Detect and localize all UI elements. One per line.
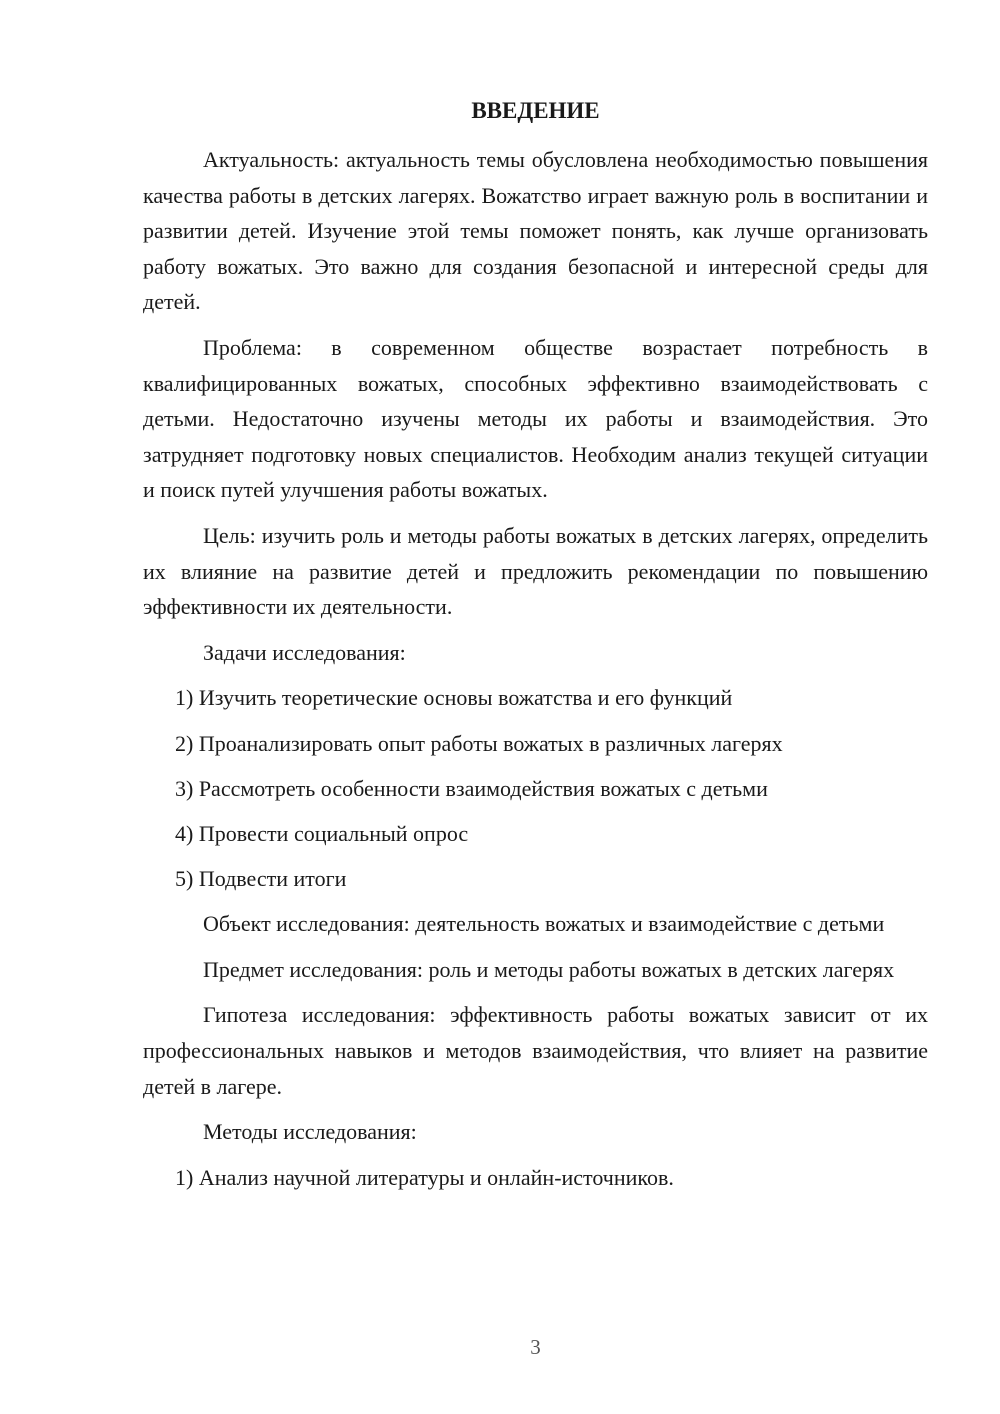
paragraph-problem: Проблема: в современном обществе возрастает потребность в квалифицированных вожатых, способных эффективно взаимодействовать с детьми. Недостаточно изучены методы их работы и взаимодействия. Это затрудняет подготовку новых специалистов. Необходим анализ текущей ситуации и поиск путей улучшения работы вожатых. — [143, 334, 928, 503]
paragraph-relevance: Актуальность: актуальность темы обусловлена необходимостью повышения качества работы в детских лагерях. Вожатство играет важную роль в воспитании и развитии детей. Изучение этой темы поможет понять, как лучше организовать работу вожатых. Это важно для создания безопасной и интересной среды для детей. — [143, 147, 928, 315]
task-item-1: 1) Изучить теоретические основы вожатства и его функций — [175, 685, 733, 711]
task-item-5: 5) Подвести итоги — [175, 866, 347, 892]
tasks-heading: Задачи исследования: — [203, 639, 406, 665]
method-item-1: 1) Анализ научной литературы и онлайн-источников. — [175, 1164, 674, 1190]
paragraph-subject: Предмет исследования: роль и методы работы вожатых в детских лагерях — [203, 956, 895, 982]
task-item-4: 4) Провести социальный опрос — [175, 820, 469, 846]
page-number: 3 — [530, 1335, 541, 1359]
methods-heading: Методы исследования: — [203, 1119, 417, 1145]
task-item-3: 3) Рассмотреть особенности взаимодействия вожатых с детьми — [175, 775, 768, 801]
paragraph-object: Объект исследования: деятельность вожатых и взаимодействие с детьми — [203, 911, 885, 937]
page-title: ВВЕДЕНИЕ — [471, 98, 600, 123]
document-body — [143, 142, 928, 1205]
task-item-2: 2) Проанализировать опыт работы вожатых в различных лагерях — [175, 730, 783, 756]
paragraph-goal: Цель: изучить роль и методы работы вожатых в детских лагерях, определить их влияние на развитие детей и предложить рекомендации по повышению эффективности их деятельности. — [143, 522, 928, 620]
paragraph-hypothesis: Гипотеза исследования: эффективность работы вожатых зависит от их профессиональных навыков и методов взаимодействия, что влияет на развитие детей в лагере. — [143, 1002, 928, 1099]
